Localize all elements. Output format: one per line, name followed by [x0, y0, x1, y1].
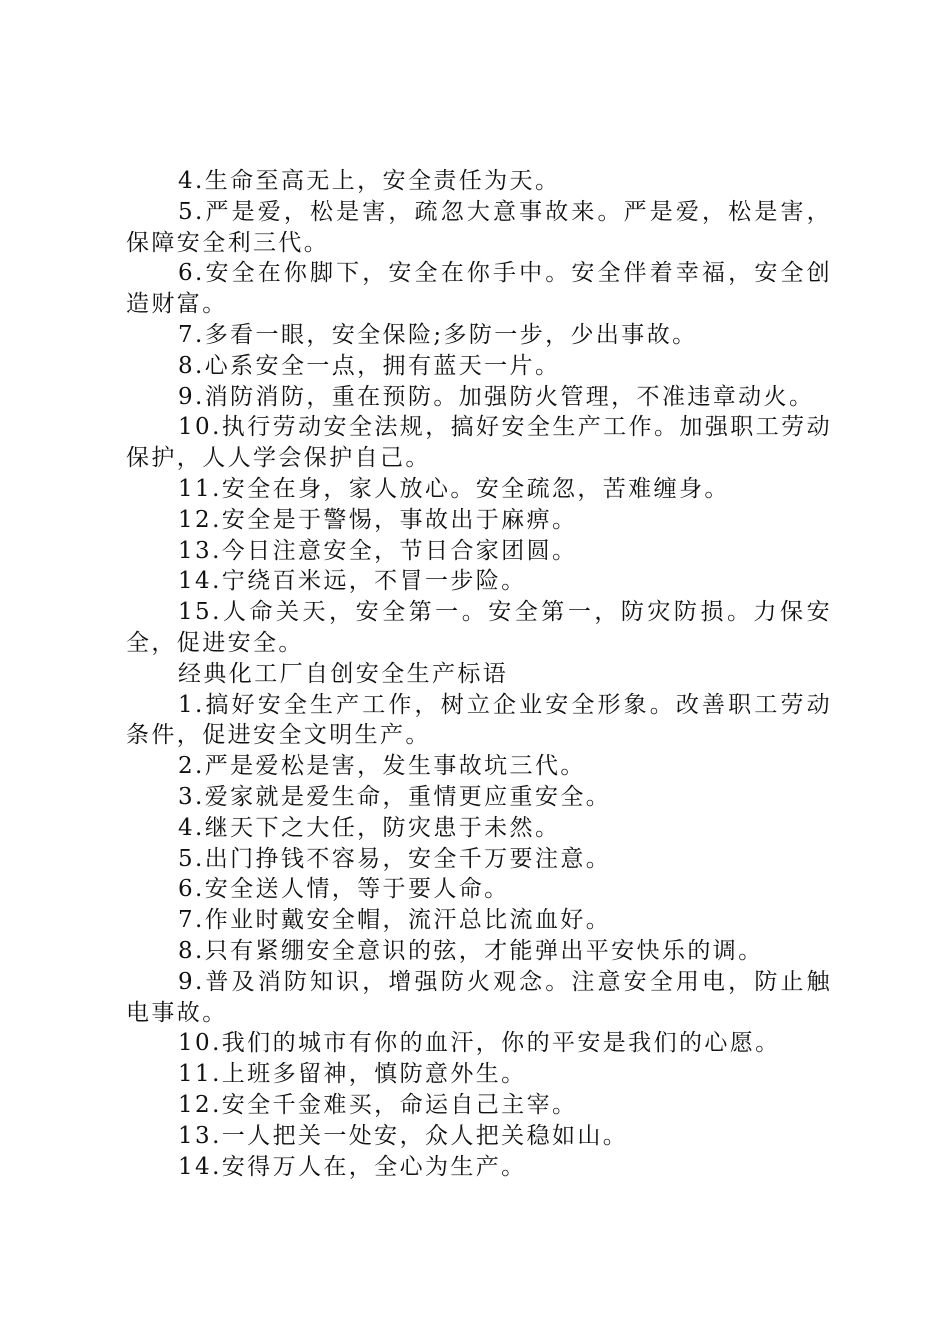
- paragraph: 5.严是爱，松是害，疏忽大意事故来。严是爱，松是害，保障安全利三代。: [126, 198, 832, 256]
- paragraph: 8.心系安全一点，拥有蓝天一片。: [178, 352, 561, 379]
- paragraph: 12.安全是于警惕，事故出于麻痹。: [178, 506, 578, 533]
- paragraph: 13.今日注意安全，节日合家团圆。: [178, 537, 578, 564]
- paragraph: 11.上班多留神，慎防意外生。: [178, 1061, 527, 1088]
- paragraph: 7.作业时戴安全帽，流汗总比流血好。: [178, 907, 612, 934]
- paragraph: 8.只有紧绷安全意识的弦，才能弹出平安快乐的调。: [178, 937, 764, 964]
- paragraph: 1.搞好安全生产工作，树立企业安全形象。改善职工劳动条件，促进安全文明生产。: [126, 691, 832, 749]
- paragraph: 14.宁绕百米远，不冒一步险。: [178, 568, 527, 595]
- paragraph: 6.安全在你脚下，安全在你手中。安全伴着幸福，安全创造财富。: [126, 260, 832, 318]
- paragraph: 6.安全送人情，等于要人命。: [178, 876, 510, 903]
- document-body: [126, 166, 832, 1182]
- paragraph: 5.出门挣钱不容易，安全千万要注意。: [178, 845, 612, 872]
- paragraph: 3.爱家就是爱生命，重情更应重安全。: [178, 783, 612, 810]
- paragraph: 2.严是爱松是害，发生事故坑三代。: [178, 753, 586, 780]
- paragraph: 9.消防消防，重在预防。加强防火管理，不准违章动火。: [178, 383, 815, 410]
- paragraph: 10.我们的城市有你的血汗，你的平安是我们的心愿。: [178, 1030, 781, 1057]
- paragraph: 14.安得万人在，全心为生产。: [178, 1153, 527, 1180]
- paragraph: 9.普及消防知识，增强防火观念。注意安全用电，防止触电事故。: [126, 968, 832, 1026]
- section-heading: 经典化工厂自创安全生产标语: [178, 660, 509, 687]
- paragraph: 4.继天下之大任，防灾患于未然。: [178, 814, 561, 841]
- paragraph: 12.安全千金难买，命运自己主宰。: [178, 1091, 578, 1118]
- paragraph: 13.一人把关一处安，众人把关稳如山。: [178, 1122, 629, 1149]
- paragraph: 4.生命至高无上，安全责任为天。: [178, 168, 561, 194]
- paragraph: 7.多看一眼，安全保险;多防一步，少出事故。: [178, 321, 698, 348]
- paragraph: 10.执行劳动安全法规，搞好安全生产工作。加强职工劳动保护，人人学会保护自己。: [126, 414, 832, 472]
- paragraph: 11.安全在身，家人放心。安全疏忽，苦难缠身。: [178, 475, 730, 502]
- paragraph: 15.人命关天，安全第一。安全第一，防灾防损。力保安全，促进安全。: [126, 599, 832, 656]
